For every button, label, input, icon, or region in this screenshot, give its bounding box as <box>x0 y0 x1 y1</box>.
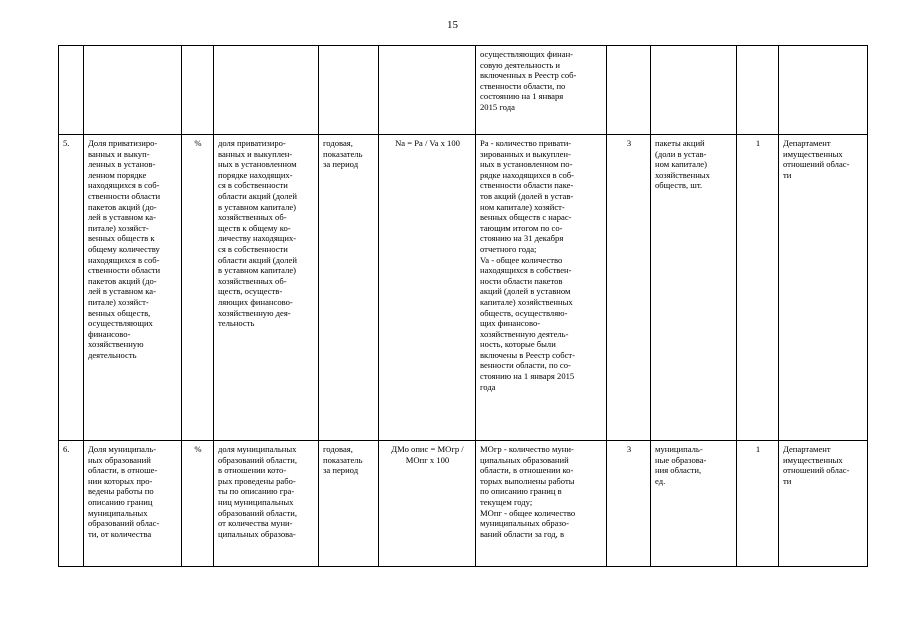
cell-definition <box>214 46 319 135</box>
table-row <box>59 135 868 441</box>
indicators-table <box>58 45 868 567</box>
cell-indicators: МОгр - количество муни- ципальных образований области, в отношении ко- торых выполнены работы по описанию границ в текущем году; МОпг - общее количество муниципальных образо- ваний области за год, в <box>476 441 607 567</box>
cell-period <box>319 46 379 135</box>
table-row <box>59 441 868 567</box>
cell-responsible: Департамент имущественных отношений облас- ти <box>779 135 868 441</box>
cell-num: 5. <box>59 135 84 441</box>
cell-method: 3 <box>607 441 651 567</box>
cell-code: 1 <box>737 135 779 441</box>
cell-definition: доля муниципальных образований области, в отношении кото- рых проведены рабо- ты по описанию гра- ниц муниципальных образований области, от количества муни- ципальных образова- <box>214 441 319 567</box>
cell-period: годовая, показатель за период <box>319 441 379 567</box>
cell-method: 3 <box>607 135 651 441</box>
page-number: 15 <box>447 19 458 31</box>
cell-formula: Na = Pa / Va x 100 <box>379 135 476 441</box>
cell-unit: % <box>182 441 214 567</box>
cell-responsible <box>779 46 868 135</box>
cell-responsible: Департамент имущественных отношений облас- ти <box>779 441 868 567</box>
cell-num: 6. <box>59 441 84 567</box>
table-row <box>59 46 868 135</box>
cell-code: 1 <box>737 441 779 567</box>
cell-definition: доля приватизиро- ванных и выкуплен- ных в установленном порядке находящих- ся в собственности области акций (долей в уставном капитале) хозяйственных об- ществ к общему ко- личеству находящих- ся в собственности области акций (долей в уставном капитале) хозяйственных об- ществ, осуществ- ляющих финансово- хозяйственную дея- тельность <box>214 135 319 441</box>
cell-name <box>84 46 182 135</box>
cell-num <box>59 46 84 135</box>
cell-base-unit <box>651 46 737 135</box>
cell-unit <box>182 46 214 135</box>
cell-unit: % <box>182 135 214 441</box>
cell-base-unit: муниципаль- ные образова- ния области, ед. <box>651 441 737 567</box>
cell-indicators: Pa - количество привати- зированных и выкуплен- ных в установленном по- рядке находящихся в соб- ственности области паке- тов акций (долей в устав- ном капитале) хозяйст- венных обществ с нарас- тающим итогом по со- стоянию на 31 декабря отчетного года; Va - общее количество находящихся в собствен- ности области пакетов акций (долей в уставном капитале) хозяйственных обществ, осуществляю- щих финансово- хозяйственную деятель- ность, которые были включены в Реестр собст- венности области, по со- стоянию на 1 января 2015 года <box>476 135 607 441</box>
cell-name: Доля приватизиро- ванных и выкуп- ленных в установ- ленном порядке находящихся в соб- ственности области пакетов акций (до- лей в уставном ка- питале) хозяйст- венных обществ к общему количеству находящихся в соб- ственности области пакетов акций (до- лей в уставном ка- питале) хозяйст- венных обществ, осуществляющих финансово- хозяйственную деятельность <box>84 135 182 441</box>
cell-name: Доля муниципаль- ных образований области, в отноше- нии которых про- ведены работы по описанию границ муниципальных образований облас- ти, от количества <box>84 441 182 567</box>
cell-base-unit: пакеты акций (доли в устав- ном капитале) хозяйственных обществ, шт. <box>651 135 737 441</box>
cell-code <box>737 46 779 135</box>
cell-indicators: осуществляющих финан- совую деятельность и включенных в Реестр соб- ственности области, по состоянию на 1 января 2015 года <box>476 46 607 135</box>
cell-formula: ДМо опис = МОгр / МОпг x 100 <box>379 441 476 567</box>
cell-formula <box>379 46 476 135</box>
cell-period: годовая, показатель за период <box>319 135 379 441</box>
cell-method <box>607 46 651 135</box>
